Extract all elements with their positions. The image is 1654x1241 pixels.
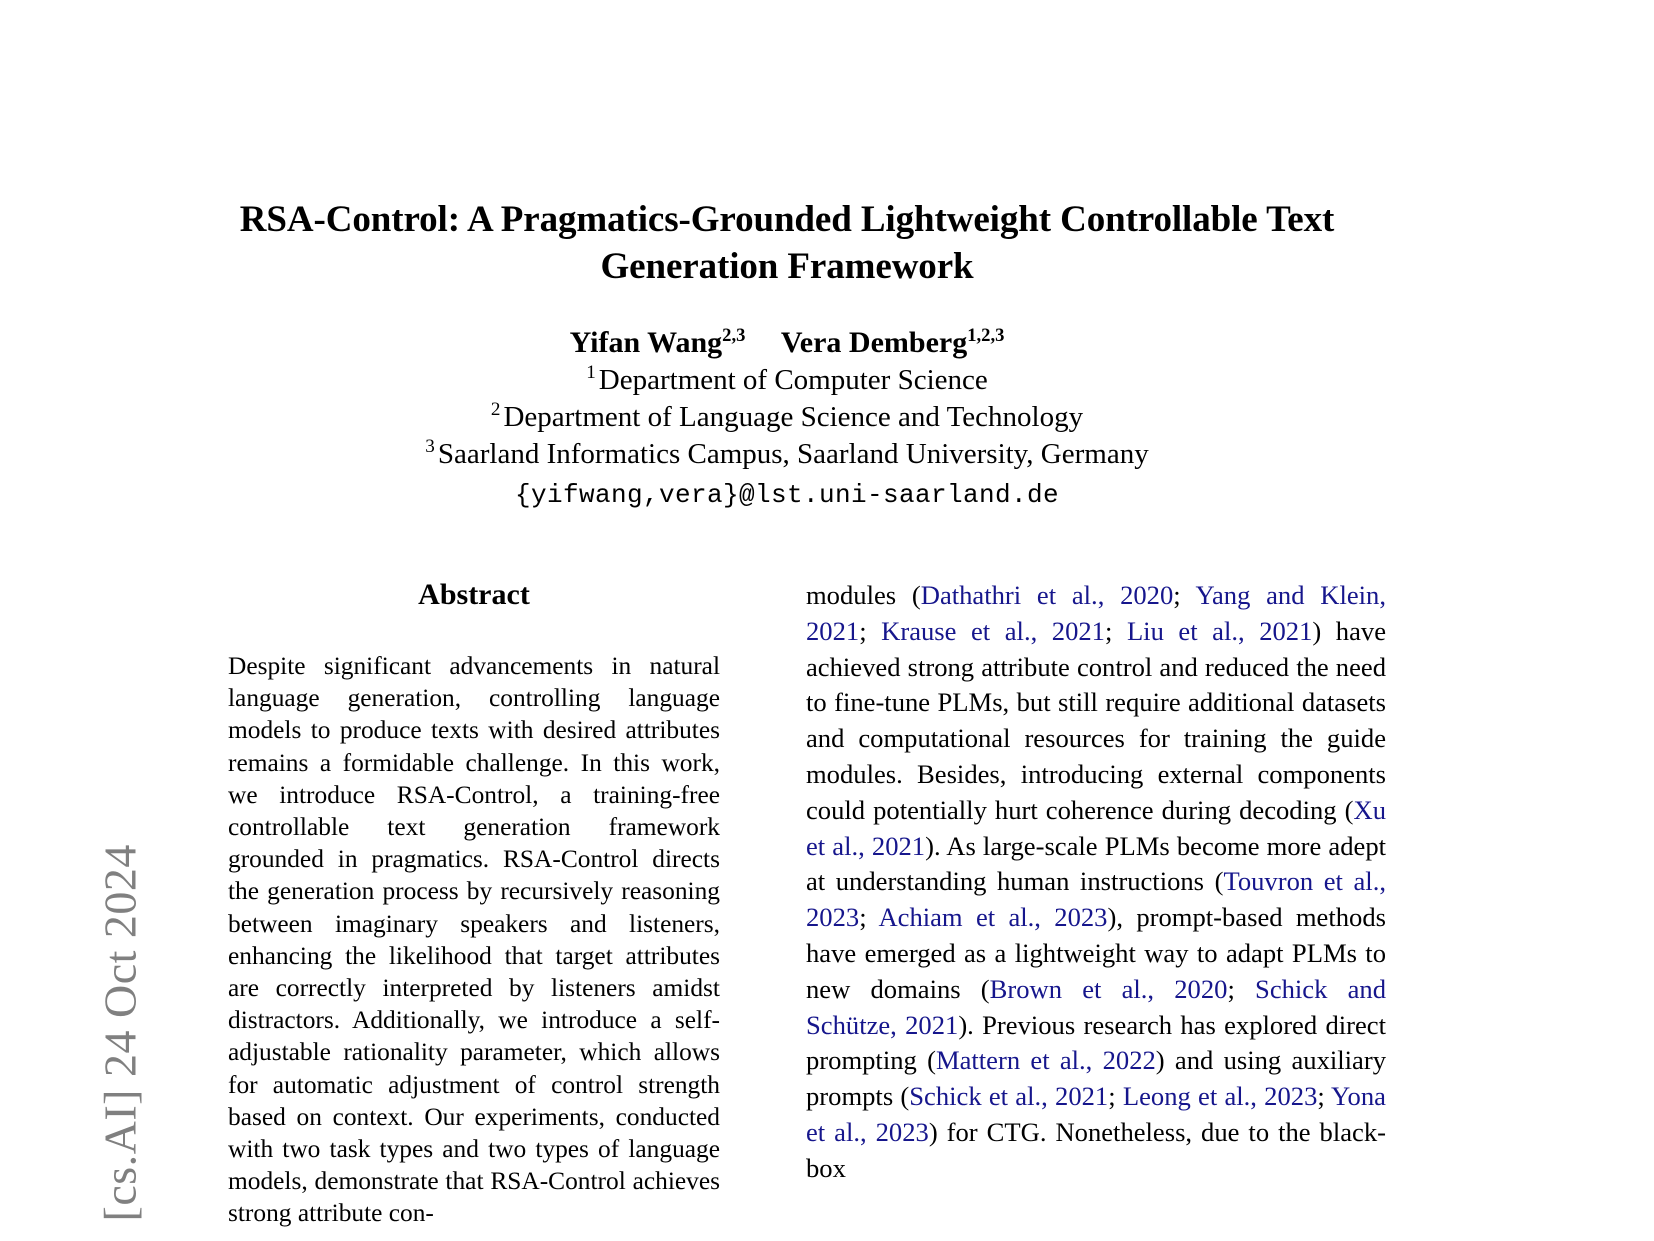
author-list: [187, 324, 1387, 362]
author-email: {yifwang,vera}@lst.uni-saarland.de: [514, 480, 1060, 510]
affiliation-mark: 3: [425, 436, 435, 458]
author-affil-marks: 1,2,3: [967, 325, 1005, 346]
affiliation-line: [187, 436, 1387, 473]
body-text-run: ;: [859, 902, 879, 933]
body-text-run: ). As large-scale PLMs become more adept at understanding human instructions (: [806, 830, 1387, 897]
affiliation-line: [187, 362, 1387, 399]
author-entry: [570, 326, 746, 359]
body-text-run: ), prompt-based methods have emerged as a lightweight way to adapt PLMs to new domains (: [806, 902, 1386, 1004]
body-text-run: ) have achieved strong attribute control and reduced the need to fine-tune PLMs, but still require additional datasets and computational resources for training the guide modules. Besides, introducing external components could potentially hurt coherence during decoding (: [806, 615, 1386, 825]
affiliation-text: Department of Computer Science: [598, 364, 988, 396]
body-text-run: ;: [1227, 973, 1256, 1004]
citation-link[interactable]: Xu et al., 2021: [806, 794, 1386, 861]
body-text-run: ). Previous research has explored direct prompting (: [806, 1009, 1386, 1076]
citation-link[interactable]: Dathathri et al., 2020: [920, 580, 1174, 610]
paper-title: RSA-Control: A Pragmatics-Grounded Lightweight Controllable Text Generation Framework: [239, 199, 1335, 287]
citation-link[interactable]: Yona et al., 2023: [806, 1081, 1386, 1147]
body-text-run: ) for CTG. Nonetheless, due to the black-box: [806, 1116, 1387, 1183]
affiliation-mark: 1: [586, 362, 596, 384]
citation-link[interactable]: Mattern et al., 2022: [935, 1045, 1156, 1076]
citation-link[interactable]: Schick et al., 2021: [909, 1081, 1109, 1112]
body-text-run: ) and using auxiliary prompts (: [806, 1045, 1386, 1112]
author-affil-marks: 2,3: [722, 325, 746, 346]
citation-link[interactable]: Achiam et al., 2023: [878, 902, 1108, 933]
citation-link[interactable]: Liu et al., 2021: [1126, 615, 1313, 646]
arxiv-stamp: [0, 0, 150, 1241]
affiliation-mark: 2: [490, 399, 501, 421]
author-block: [187, 324, 1387, 514]
body-text-run: modules (: [806, 580, 921, 610]
introduction-body: [806, 578, 1386, 1187]
citation-link[interactable]: Leong et al., 2023: [1122, 1081, 1318, 1112]
citation-link[interactable]: Touvron et al., 2023: [806, 866, 1386, 933]
citation-link[interactable]: Yang and Klein, 2021: [806, 580, 1386, 646]
body-text-run: ;: [1317, 1081, 1332, 1112]
citation-link[interactable]: Brown et al., 2020: [989, 973, 1228, 1004]
abstract-body: Despite significant advancements in natural language generation, controlling language models to produce texts with desired attributes remains a formidable challenge. In this work, we introduce RSA-Control, a training-free controllable text generation framework grounded in pragmatics. RSA-Control directs the generation process by recursively reasoning between imaginary speakers and listeners, enhancing the likelihood that target attributes are correctly interpreted by listeners amidst distractors. Additionally, we introduce a self-adjustable rationality parameter, which allows for automatic adjustment of control strength based on context. Our experiments, conducted with two task types and two types of language models, demonstrate that RSA-Control achieves strong attribute con-: [228, 652, 720, 1228]
body-text-run: ;: [1108, 1081, 1123, 1112]
body-text-run: ;: [1104, 615, 1127, 646]
author-name: Yifan Wang: [569, 326, 723, 359]
citation-link[interactable]: Krause et al., 2021: [881, 615, 1105, 646]
abstract-heading: Abstract: [418, 578, 530, 611]
citation-link[interactable]: Schick and Schütze, 2021: [806, 973, 1386, 1040]
author-name: Vera Demberg: [780, 326, 968, 359]
body-text-run: ;: [1173, 580, 1196, 610]
affiliation-text: Department of Language Science and Technology: [503, 401, 1084, 433]
body-text-run: ;: [859, 615, 882, 646]
left-column: [228, 578, 720, 1230]
affiliation-line: [187, 399, 1387, 436]
arxiv-stamp-text: [cs.AI] 24 Oct 2024: [94, 844, 146, 1222]
author-entry: [781, 326, 1005, 359]
right-column: [806, 578, 1386, 1187]
affiliation-text: Saarland Informatics Campus, Saarland University, Germany: [437, 438, 1149, 470]
title-block: [187, 196, 1387, 290]
